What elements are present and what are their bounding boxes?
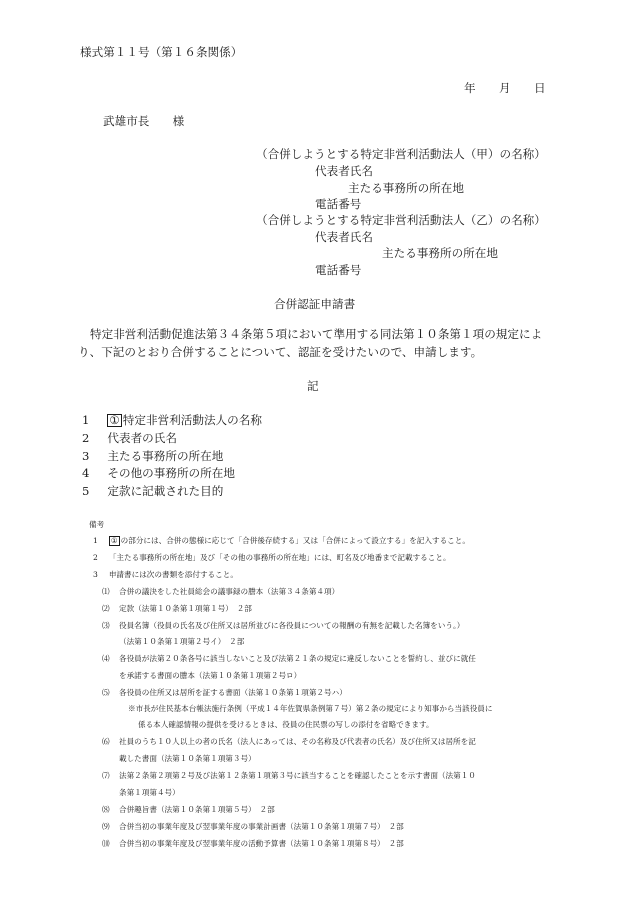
item-number: 1 [82,413,90,427]
doc-number: ⑴ [102,587,110,596]
date-day-label: 日 [534,81,546,95]
doc-number: ⑶ [102,621,110,630]
item-number: 2 [82,431,90,445]
applicant-a-phone: 電話番号 [315,197,362,211]
item-text: 特定非営利活動法人の名称 [122,413,262,427]
applicant-b-representative: 代表者氏名 [315,230,373,244]
item-text: 定款に記載された目的 [107,484,224,498]
notes-title: 備考 [89,520,105,529]
doc-number: ⑸ [102,688,110,697]
doc-number: ⑷ [102,654,110,663]
doc-line: 合併趣旨書（法第１０条第１項第５号） ２部 [119,805,275,814]
doc-line: 条第１項第４号） [119,788,180,797]
applicant-a-representative: 代表者氏名 [315,164,373,178]
note-number: 3 [93,570,98,579]
item-number: 4 [82,466,90,480]
document-title: 合併認証申請書 [274,297,356,311]
list-item [82,465,235,482]
applicant-b-phone: 電話番号 [315,263,362,277]
note-item [93,569,238,580]
doc-number: ⑼ [102,822,110,831]
item-number: 5 [82,484,90,498]
doc-line: 合併の議決をした社員総会の議事録の謄本（法第３４条第４項） [119,587,340,596]
blank-mark: ① [110,536,118,545]
note-number: 1 [93,536,98,545]
doc-line: 法第２条第２項第２号及び法第１２条第１項第３号に該当することを確認したことを示す書面（法第１０ [119,771,476,780]
item-text: 代表者の氏名 [107,431,177,445]
doc-number: ⑺ [102,771,110,780]
list-item [82,483,223,500]
date-month-label: 月 [499,81,511,95]
form-number: 様式第１１号（第１６条関係） [80,45,243,59]
applicant-a-office: 主たる事務所の所在地 [348,181,464,195]
body-line-1: 特定非営利活動促進法第３４条第５項において準用する同法第１０条第１項の規定によ [90,327,543,341]
note-item [93,535,470,546]
doc-line: 役員名簿（役員の氏名及び住所又は居所並びに各役員についての報酬の有無を記載した名簿をいう。） [119,621,465,630]
list-item [82,412,262,429]
body-line-2: り、下記のとおり合併することについて、認証を受けたいので、申請します。 [78,345,483,359]
applicant-b-corp-name: （合併しようとする特定非営利活動法人（乙）の名称） [256,213,546,227]
doc-line: 定款（法第１０条第１項第１号） ２部 [119,604,252,613]
doc-line: を承諾する書面の謄本（法第１０条第１項第２号ロ） [119,671,302,680]
applicant-a-corp-name: （合併しようとする特定非営利活動法人（甲）の名称） [256,147,546,161]
doc-line: 各役員の住所又は居所を証する書面（法第１０条第１項第２号ハ） [119,688,347,697]
note-item [93,552,451,563]
doc-number: ⑵ [102,604,110,613]
doc-number: ⑻ [102,805,110,814]
doc-line: 合併当初の事業年度及び翌事業年度の活動予算書（法第１０条第１項第８号） ２部 [119,839,404,848]
doc-line: 合併当初の事業年度及び翌事業年度の事業計画書（法第１０条第１項第７号） ２部 [119,822,404,831]
item-text: 主たる事務所の所在地 [107,449,224,463]
blank-mark: ① [109,413,120,427]
note-text: の部分には、合併の態様に応じて「合併後存続する」又は「合併によって設立する」を記入すること。 [120,536,470,545]
doc-number: ⑹ [102,737,110,746]
doc-number: ⑽ [102,839,110,848]
list-item [82,430,177,447]
doc-line: 載した書面（法第１０条第１項第３号） [119,754,256,763]
ki-label: 記 [307,379,319,393]
list-item [82,448,223,465]
doc-note-line: ※市長が住民基本台帳法施行条例（平成１４年佐賀県条例第７号）第２条の規定により知事から当該役員に [128,704,493,713]
date-year-label: 年 [464,81,476,95]
note-number: 2 [93,553,98,562]
doc-line: 各役員が法第２０条各号に該当しないこと及び法第２１条の規定に違反しないことを誓約し、並びに就任 [119,654,476,663]
addressee: 武雄市長 様 [103,114,185,128]
note-text: 「主たる事務所の所在地」及び「その他の事務所の所在地」には、町名及び地番まで記載すること。 [108,553,451,562]
doc-line: （法第１０条第１項第２号イ） ２部 [119,637,245,646]
doc-note-line: 係る本人確認情報の提供を受けるときは、役員の住民票の写しの添付を省略できます。 [138,720,434,729]
note-text: 申請書には次の書類を添付すること。 [108,570,238,579]
applicant-b-office: 主たる事務所の所在地 [382,246,498,260]
doc-line: 社員のうち１０人以上の者の氏名（法人にあっては、その名称及び代表者の氏名）及び住所又は居所を記 [119,737,476,746]
item-number: 3 [82,449,90,463]
item-text: その他の事務所の所在地 [107,466,235,480]
